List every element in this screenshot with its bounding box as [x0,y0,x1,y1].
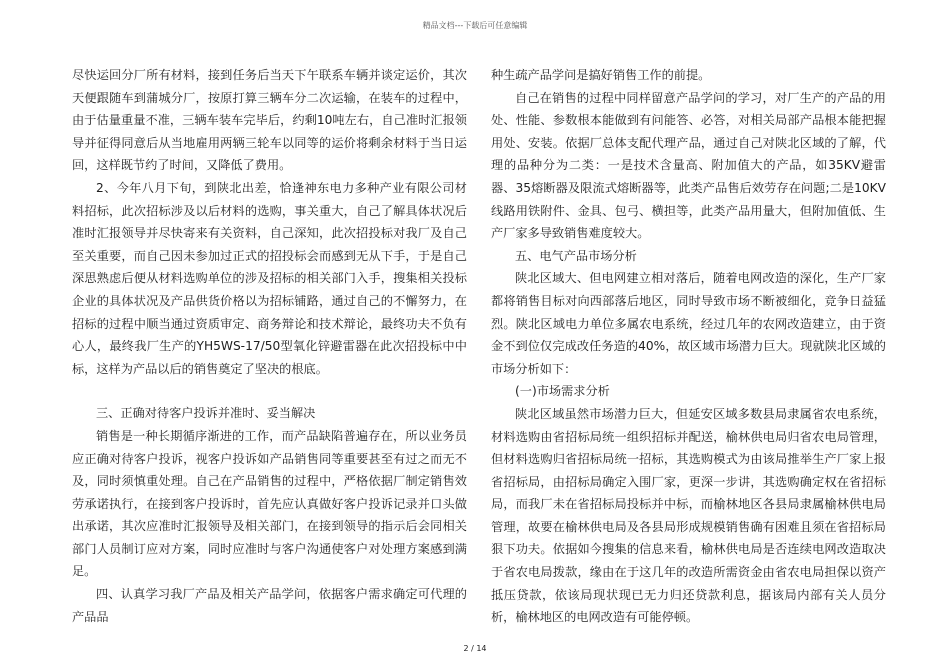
section-heading: 四、认真学习我厂产品及相关产品学问，依据客户需求确定可代理的产品品 [72,587,467,624]
paragraph: 陕北区域大、但电网建立相对落后，随着电网改造的深化，生产厂家都将销售目标对向西部落后地区，同时导致市场不断被细化，竞争日益猛烈。陕北区域电力单位多属农电系统，经过几年的农网改造建立，由于资金不到位仅完成改任务造的40%，故区域市场潜力巨大。现就陕北区域的市场分析如下： [491,271,886,376]
section-heading: 五、电气产品市场分析 [515,248,637,263]
paragraph: 尽快运回分厂所有材料，接到任务后当天下午联系车辆并谈定运价，其次天便跟随车到蒲城分厂，按原打算三辆车分二次运输，在装车的过程中，由于估量重量不准，三辆车装车完毕后，约剩10吨左右，自己准时汇报领导并征得同意后从当地雇用两辆三轮车以同等的运价将剩余材料于当日运回，这样既节约了时间，又降低了费用。 [72,68,467,173]
paragraph: 自己在销售的过程中同样留意产品学问的学习，对厂生产的产品的用处、性能、参数根本能做到有问能答、必答，对相关局部产品根本能把握用处、安装。依据厂总体支配代理产品，通过自己对陕北区域的了解，代理的品种分为二类：一是技术含量高、附加值大的产品，如35KV避雷器、35熔断器及限流式熔断器等，此类产品售后效劳存在问题;二是10KV线路用铁附件、金具、包弓、横担等，此类产品用量大，但附加值低、生产厂家多导致销售难度较大。 [491,90,886,241]
section-heading: 三、正确对待客户投诉并准时、妥当解决 [96,406,316,421]
page-number: 2 / 14 [463,644,487,653]
paragraph-gap [72,380,467,402]
right-column [491,64,886,629]
subsection-heading: (一)市场需求分析 [515,384,610,399]
paragraph: 销售是一种长期循序渐进的工作，而产品缺陷普遍存在，所以业务员应正确对待客户投诉，视客户投诉如产品销售同等重要甚至有过之而无不及，同时须慎重处理。自己在产品销售的过程中，严格依据厂制定销售效劳承诺执行，在接到客户投诉时，首先应认真做好客户投诉记录并口头做出承诺，其次应准时汇报领导及相关部门，在接到领导的指示后会同相关部门人员制订应对方案，同时应准时与客户沟通使客户对处理方案感到满足。 [72,428,467,579]
paragraph: 种生疏产品学问是搞好销售工作的前提。 [491,68,711,82]
paragraph: 陕北区域虽然市场潜力巨大，但延安区域多数县局隶属省农电系统，材料选购由省招标局统一组织招标并配送，榆林供电局归省农电局管理，但材料选购归省招标局统一招标，其选购模式为由该局推举生产厂家上报省招标局，由招标局确定入围厂家，更深一步讲，其选购确定权在省招标局，而我厂未在省招标局投标并中标，而榆林地区各县局隶属榆林供电局管理，故要在榆林供电局及各县局形成规模销售确有困难且须在省招标局狠下功夫。依据如今搜集的信息来看，榆林供电局是否连续电网改造取决于省农电局拨款，缘由在于这几年的改造所需资金由省农电局担保以资产抵压贷款，依该局现状现已无力归还贷款利息，据该局内部有关人员分析，榆林地区的电网改造有可能停顿。 [491,406,886,625]
paragraph: 2、今年八月下旬，到陕北出差，恰逢神东电力多种产业有限公司材料招标，此次招标涉及以后材料的选购，事关重大，自己了解具体状况后准时汇报领导并尽快寄来有关资料，自己深知，此次招投标对我厂及自己至关重要，而自己因未参加过正式的招投标会而感到无从下手，于是自己深思熟虑后便从材料选购单位的涉及招标的相关部门入手，搜集相关投标企业的具体状况及产品供货价格以为招标铺路，通过自己的不懈努力，在招标的过程中顺当通过资质审定、商务辩论和技术辩论，最终功夫不负有心人，最终我厂生产的YH5WS-17/50型氧化锌避雷器在此次招投标中中标，这样为产品以后的销售奠定了坚决的根底。 [72,180,467,376]
page-header: 精品文档---下载后可任意编辑 [422,21,528,30]
left-column [72,64,467,628]
